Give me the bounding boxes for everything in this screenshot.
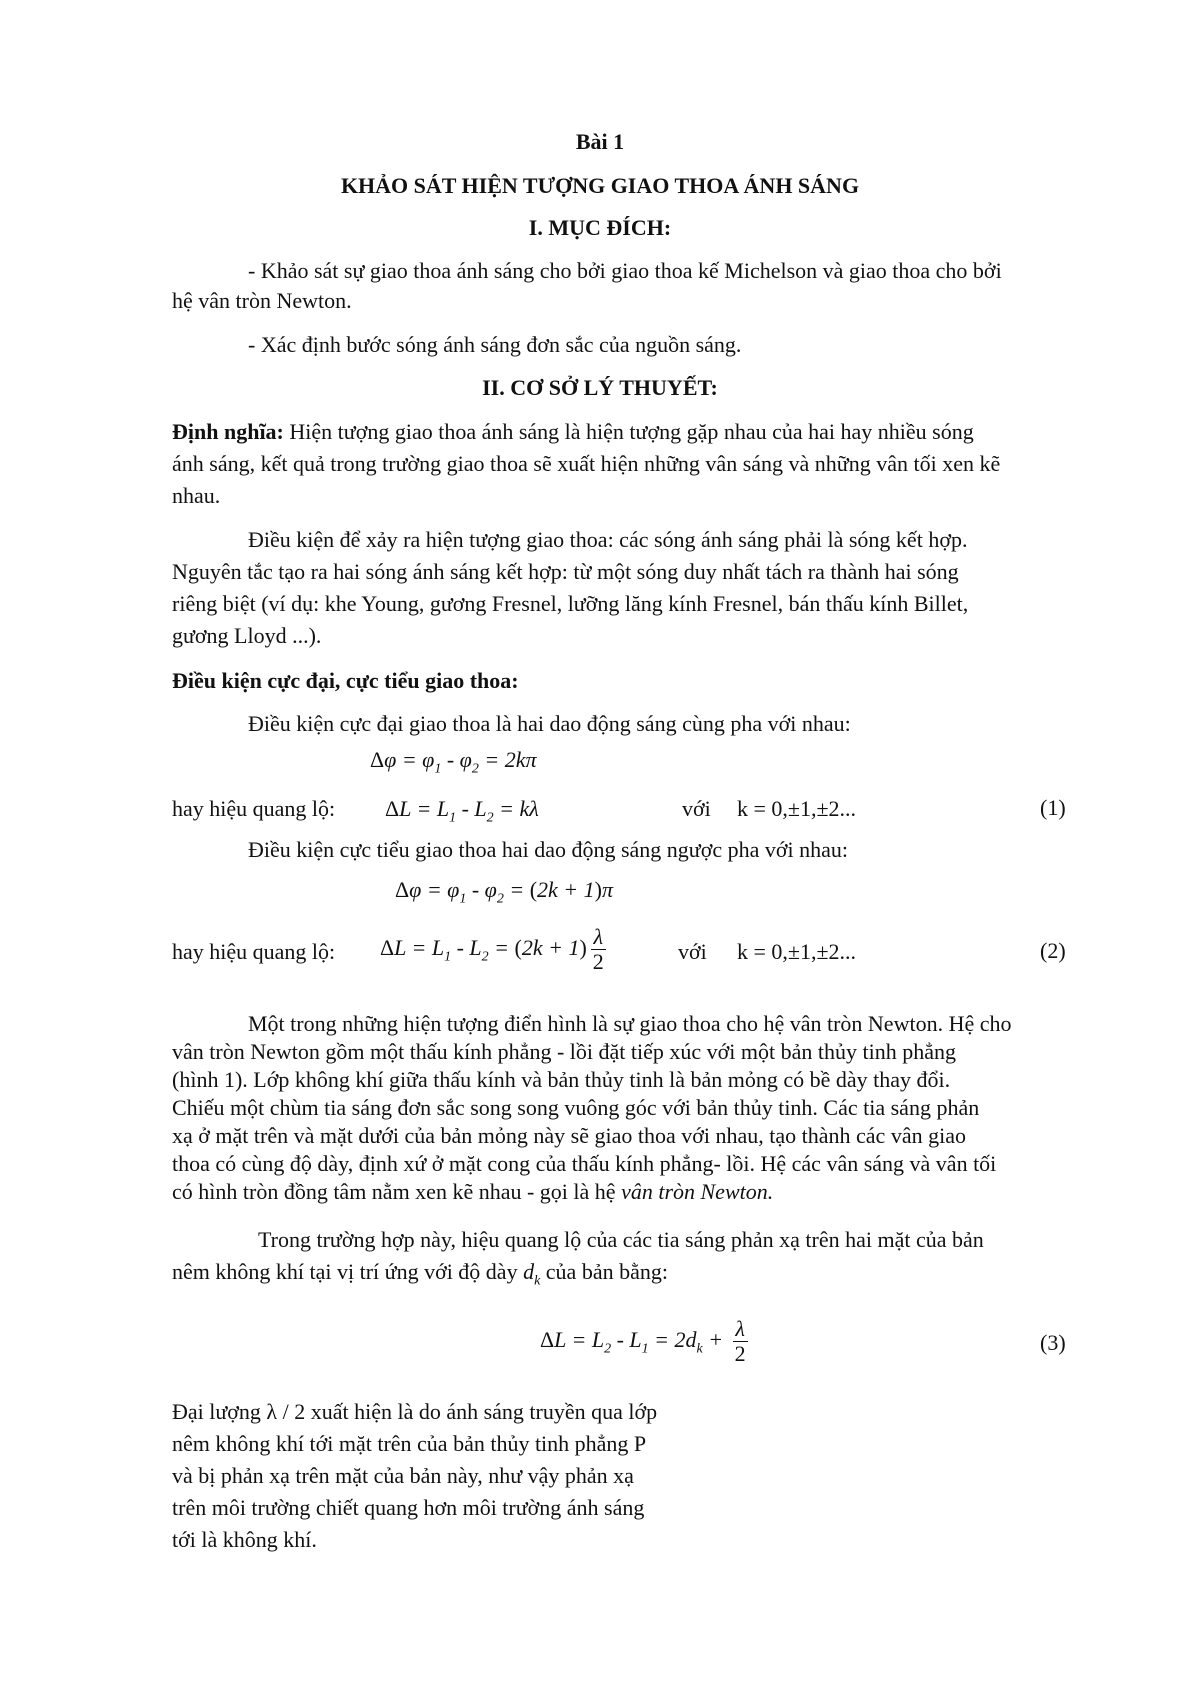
definition-text: Hiện tượng giao thoa ánh sáng là hiện tượng gặp nhau của hai hay nhiều sóng: [283, 419, 974, 444]
section-purpose-heading: I. MỤC ĐÍCH:: [528, 215, 672, 240]
newton-line-2: vân tròn Newton gồm một thấu kính phẳng - lồi đặt tiếp xúc với một bản thủy tinh phẳng: [172, 1039, 956, 1064]
minmax-heading: Điều kiện cực đại, cực tiểu giao thoa:: [172, 668, 519, 693]
with-label-2: với: [678, 939, 707, 964]
lambda-line-3: và bị phản xạ trên mặt của bản này, như vậy phản xạ: [172, 1463, 634, 1488]
definition-label: Định nghĩa:: [172, 419, 284, 444]
lambda-line-1: Đại lượng λ / 2 xuất hiện là do ánh sáng truyền qua lớp: [172, 1399, 658, 1424]
condition-line-3: riêng biệt (ví dụ: khe Young, gương Fresnel, lưỡng lăng kính Fresnel, bán thấu kính Billet,: [172, 591, 969, 616]
k-values-2: k = 0,±1,±2...: [737, 939, 857, 964]
equation-phase-min: $\Delta\varphi = \varphi_1 - \varphi_2 = (2k + 1)\pi$: [395, 877, 614, 907]
newton-line-5: xạ ở mặt trên và mặt dưới của bản mỏng này sẽ giao thoa với nhau, tạo thành các vân giao: [172, 1123, 966, 1148]
newton-line-6: thoa có cùng độ dày, định xứ ở mặt cong của thấu kính phẳng- lồi. Hệ các vân sáng và vân tối: [172, 1151, 997, 1176]
section-theory-heading: II. CƠ SỞ LÝ THUYẾT:: [482, 375, 718, 400]
newton-rings-term: vân tròn Newton.: [621, 1179, 774, 1204]
case-line-1: Trong trường hợp này, hiệu quang lộ của các tia sáng phản xạ trên hai mặt của bản: [258, 1227, 984, 1252]
equation-3: $\Delta L = L_2 - L_1 = 2d_k$ + $\frac{\lambda}{2}$: [540, 1316, 746, 1367]
min-condition-intro: Điều kiện cực tiểu giao thoa hai dao động sáng ngược pha với nhau:: [248, 837, 849, 862]
purpose-item-1-line-2: hệ vân tròn Newton.: [172, 288, 352, 313]
case-line-2: [172, 1258, 1090, 1295]
equation-phase-max: $\Delta\varphi = \varphi_1 - \varphi_2 = 2k\pi$: [370, 747, 537, 777]
equation-2: $\Delta L = L_1 - L_2 = (2k + 1)$ $\frac{\lambda}{2}$: [380, 924, 604, 975]
lesson-title: KHẢO SÁT HIỆN TƯỢNG GIAO THOA ÁNH SÁNG: [340, 173, 860, 198]
condition-line-2: Nguyên tắc tạo ra hai sóng ánh sáng kết hợp: từ một sóng duy nhất tách ra thành hai sóng: [172, 559, 959, 584]
newton-line-3: (hình 1). Lớp không khí giữa thấu kính và bản thủy tinh là bản mỏng có bề dày thay đổi.: [172, 1067, 951, 1092]
newton-line-4: Chiếu một chùm tia sáng đơn sắc song song vuông góc với bản thủy tinh. Các tia sáng phản: [172, 1095, 980, 1120]
lambda-line-5: tới là không khí.: [172, 1527, 317, 1552]
equation-1: $\Delta L = L_1 - L_2 = k\lambda$: [385, 796, 539, 826]
path-difference-label-2: hay hiệu quang lộ:: [172, 939, 336, 964]
lesson-number: Bài 1: [575, 129, 625, 154]
purpose-item-2: - Xác định bước sóng ánh sáng đơn sắc của nguồn sáng.: [248, 332, 742, 357]
path-difference-label-1: hay hiệu quang lộ:: [172, 796, 336, 821]
purpose-item-1-line-1: - Khảo sát sự giao thoa ánh sáng cho bởi giao thoa kế Michelson và giao thoa cho bởi: [248, 258, 1002, 283]
equation-2-number: (2): [1040, 938, 1066, 963]
lambda-line-2: nêm không khí tới mặt trên của bản thủy tinh phẳng P: [172, 1431, 647, 1456]
newton-line-7-text: có hình tròn đồng tâm nằm xen kẽ nhau - gọi là hệ: [172, 1179, 622, 1204]
condition-line-1: Điều kiện để xảy ra hiện tượng giao thoa: các sóng ánh sáng phải là sóng kết hợp.: [248, 527, 968, 552]
case-line-2-end: của bản bằng:: [540, 1259, 668, 1284]
equation-1-number: (1): [1040, 795, 1066, 820]
definition-line-3: nhau.: [172, 483, 221, 508]
thickness-subscript: k: [534, 1273, 541, 1289]
newton-line-7: [172, 1178, 1090, 1206]
case-line-2-text: nêm không khí tại vị trí ứng với độ dày: [172, 1259, 524, 1284]
k-values-1: k = 0,±1,±2...: [737, 796, 857, 821]
thickness-symbol: d: [523, 1259, 535, 1284]
equation-3-number: (3): [1040, 1330, 1066, 1355]
definition-line-1: [172, 418, 1090, 446]
lambda-line-4: trên môi trường chiết quang hơn môi trường ánh sáng: [172, 1495, 645, 1520]
max-condition-intro: Điều kiện cực đại giao thoa là hai dao động sáng cùng pha với nhau:: [248, 711, 851, 736]
definition-line-2: ánh sáng, kết quả trong trường giao thoa sẽ xuất hiện những vân sáng và những vân tối xen kẽ: [172, 451, 1001, 476]
newton-line-1: Một trong những hiện tượng điển hình là sự giao thoa cho hệ vân tròn Newton. Hệ cho: [248, 1011, 1012, 1036]
with-label-1: với: [682, 796, 711, 821]
condition-line-4: gương Lloyd ...).: [172, 623, 322, 648]
